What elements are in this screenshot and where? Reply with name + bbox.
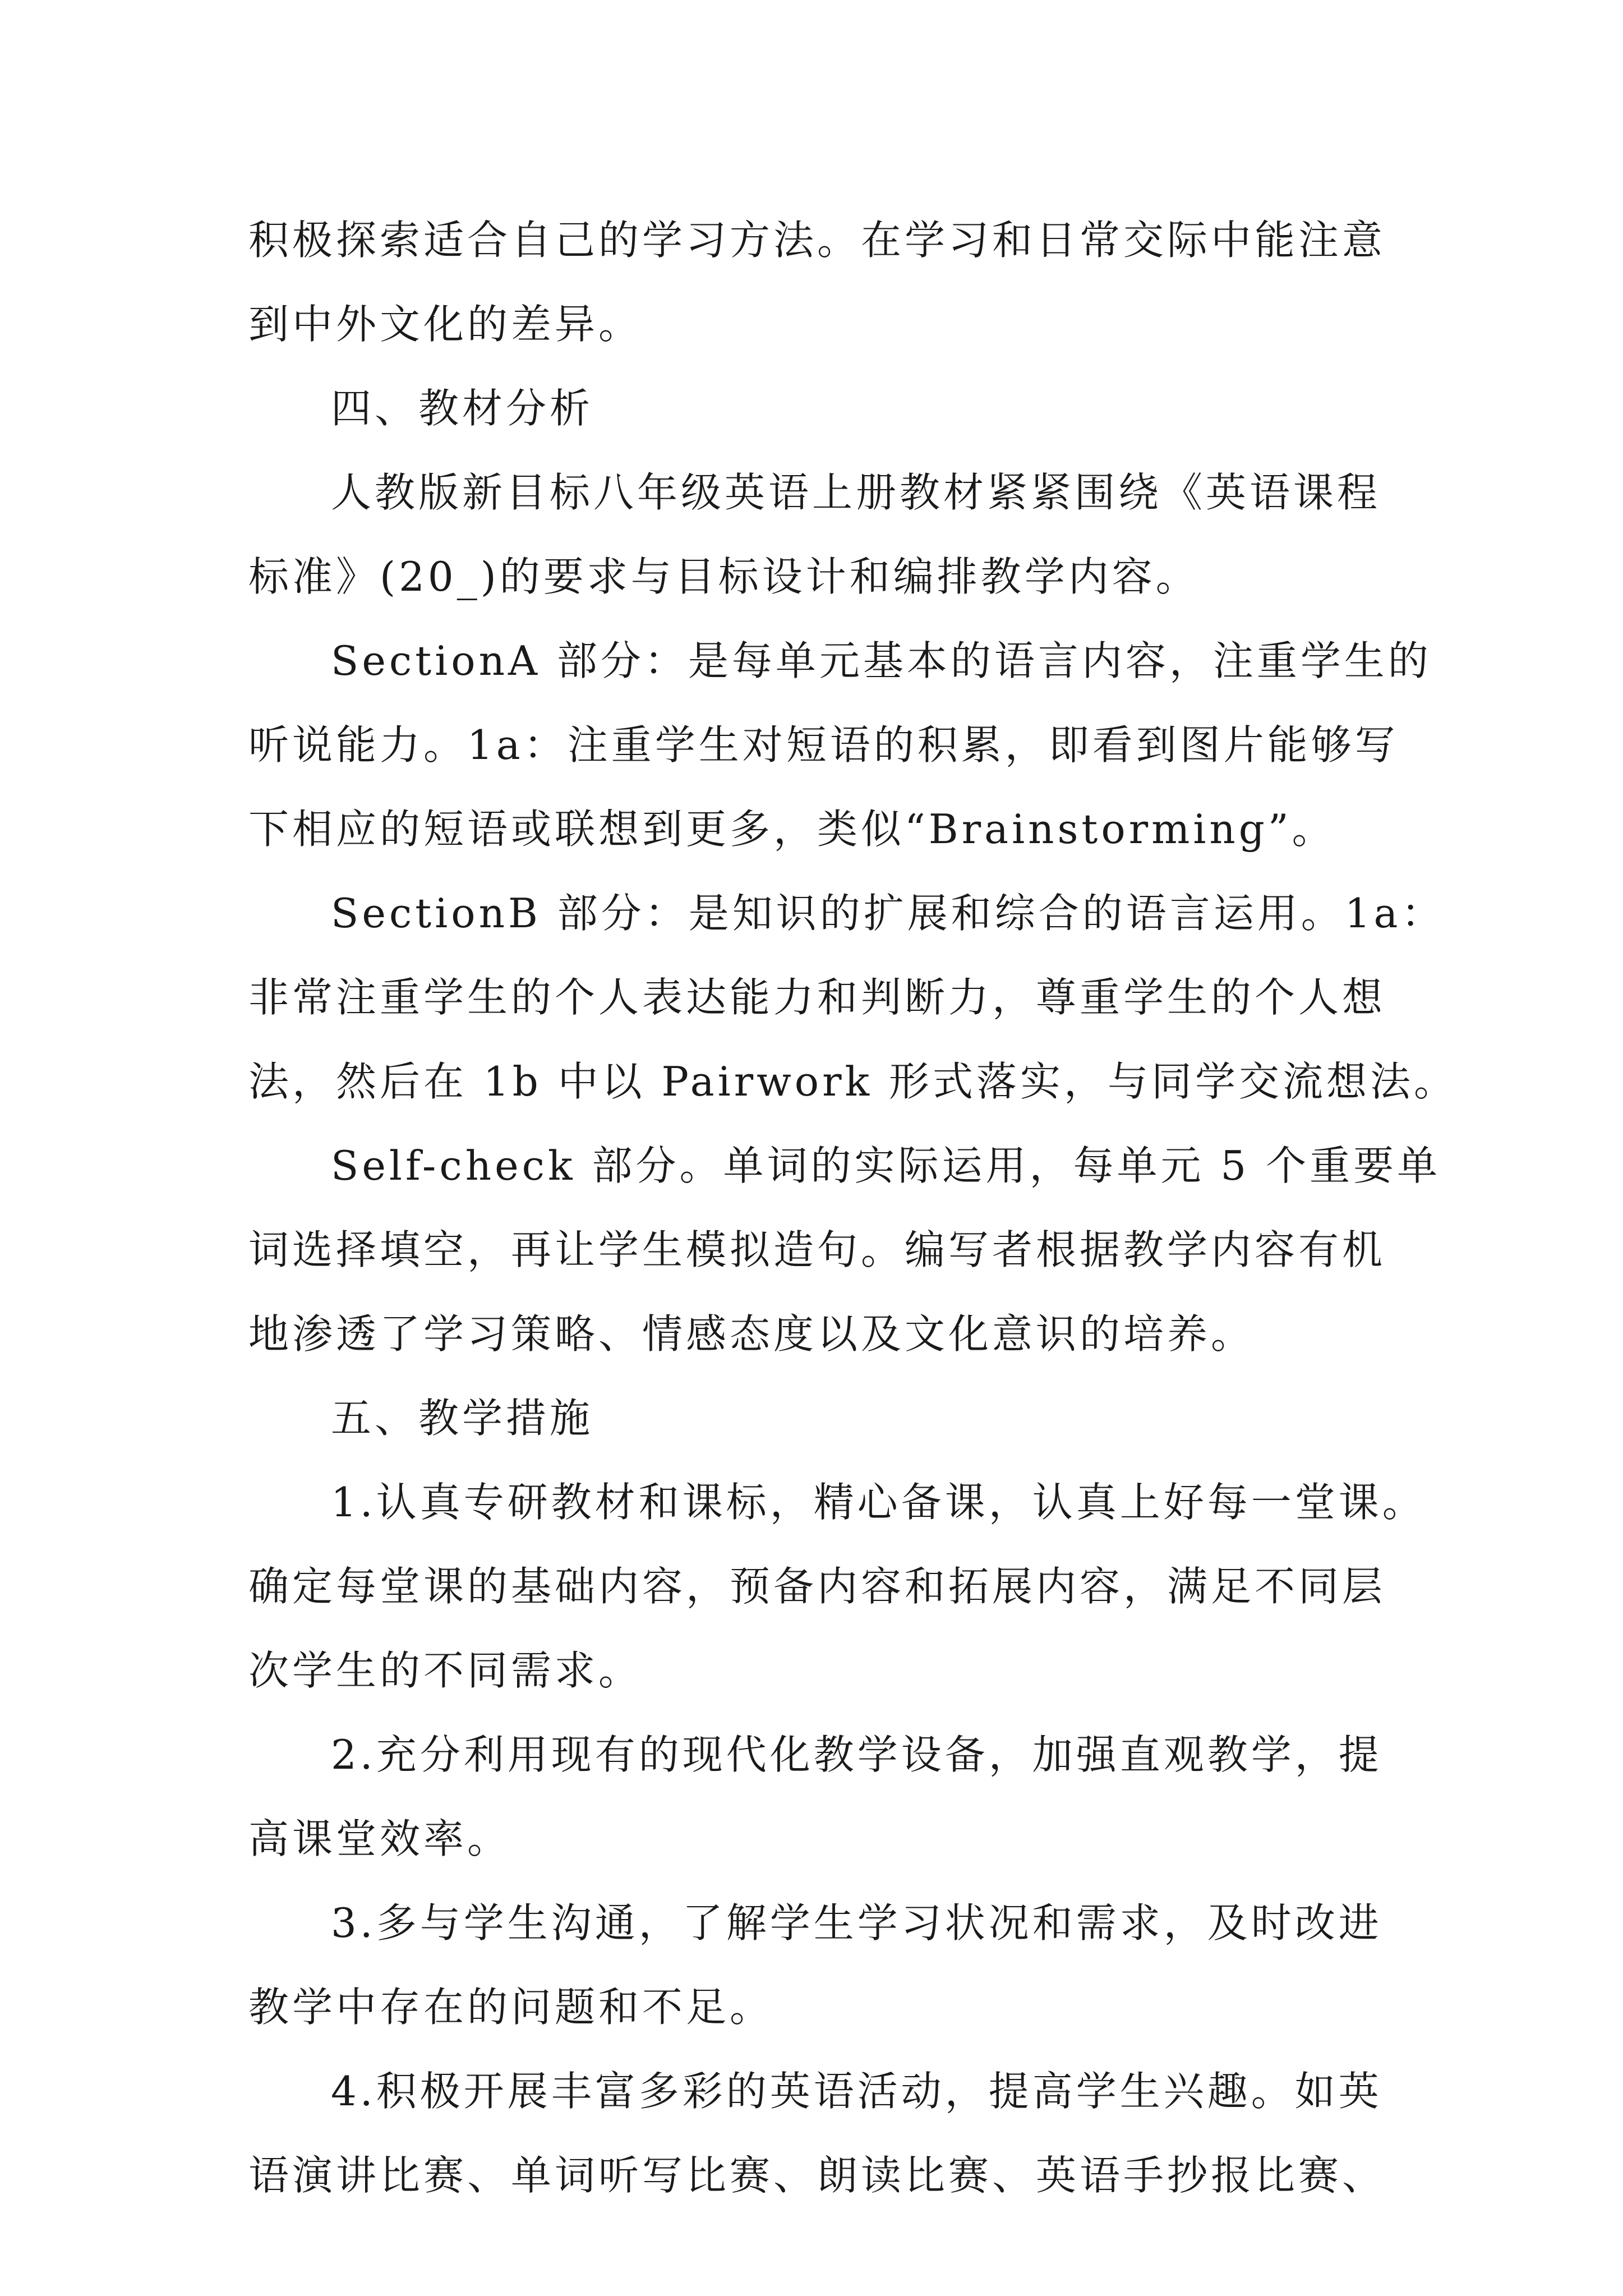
text-line: 法，然后在 1b 中以 Pairwork 形式落实，与同学交流想法。: [248, 1058, 1458, 1105]
text-line: 确定每堂课的基础内容，预备内容和拓展内容，满足不同层: [248, 1563, 1386, 1610]
text-line: 教学中存在的问题和不足。: [248, 1984, 774, 2031]
section-heading: 五、教学措施: [331, 1395, 594, 1442]
text-line: 1.认真专研教材和课标，精心备课，认真上好每一堂课。: [331, 1479, 1426, 1526]
text-line: 到中外文化的差异。: [248, 301, 643, 348]
text-line: 次学生的不同需求。: [248, 1647, 643, 1694]
text-line: 词选择填空，再让学生模拟造句。编写者根据教学内容有机: [248, 1226, 1386, 1273]
text-line: SectionA 部分：是每单元基本的语言内容，注重学生的: [331, 637, 1432, 684]
text-line: Self-check 部分。单词的实际运用，每单元 5 个重要单: [331, 1142, 1441, 1189]
text-line: 标准》(20_)的要求与目标设计和编排教学内容。: [248, 553, 1200, 600]
text-line: 4.积极开展丰富多彩的英语活动，提高学生兴趣。如英: [331, 2068, 1382, 2115]
section-heading: 四、教材分析: [331, 385, 594, 432]
text-line: 地渗透了学习策略、情感态度以及文化意识的培养。: [248, 1310, 1255, 1358]
text-line: 人教版新目标八年级英语上册教材紧紧围绕《英语课程: [331, 469, 1381, 516]
text-line: 3.多与学生沟通，了解学生学习状况和需求，及时改进: [331, 1899, 1382, 1947]
text-line: 听说能力。1a：注重学生对短语的积累，即看到图片能够写: [248, 721, 1399, 769]
text-line: 高课堂效率。: [248, 1815, 511, 1862]
text-line: SectionB 部分：是知识的扩展和综合的语言运用。1a：: [331, 890, 1445, 937]
text-line: 2.充分利用现有的现代化教学设备，加强直观教学，提: [331, 1731, 1382, 1778]
text-line: 下相应的短语或联想到更多，类似“Brainstorming”。: [248, 806, 1336, 853]
text-line: 非常注重学生的个人表达能力和判断力，尊重学生的个人想: [248, 974, 1386, 1021]
text-line: 语演讲比赛、单词听写比赛、朗读比赛、英语手抄报比赛、: [248, 2152, 1386, 2199]
text-line: 积极探索适合自己的学习方法。在学习和日常交际中能注意: [248, 217, 1386, 264]
